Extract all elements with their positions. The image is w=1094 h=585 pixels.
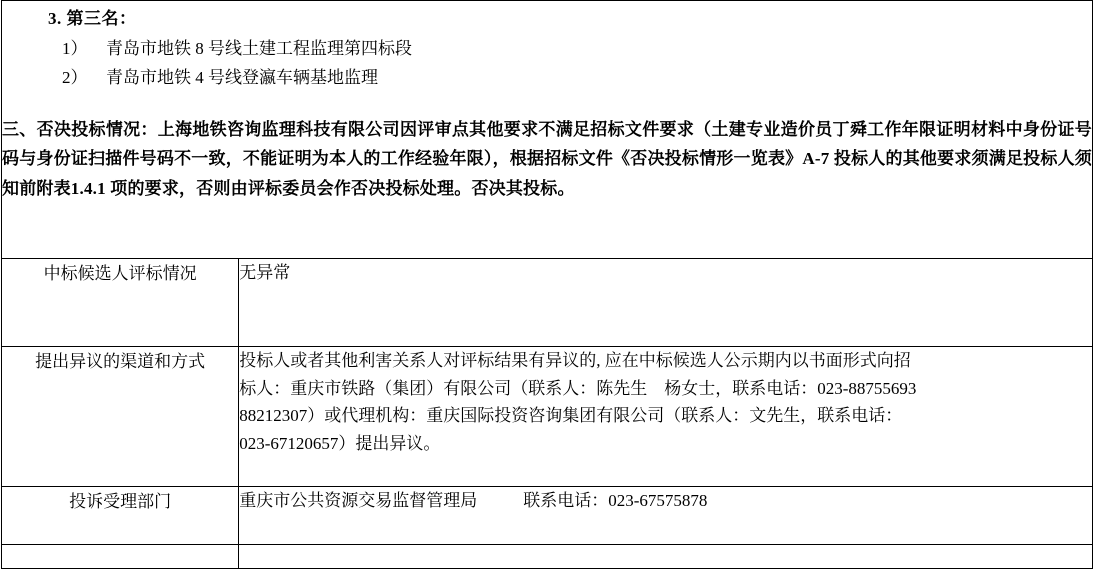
table-row [2, 487, 1093, 545]
rejection-paragraph: 三、否决投标情况：上海地铁咨询监理科技有限公司因评审点其他要求不满足招标文件要求（土建专业造价员丁舜工作年限证明材料中身份证号码与身份证扫描件号码不一致，不能证明为本人的工作经验年限），根据招标文件《否决投标情形一览表》A-7 投标人的其他要求须满足投标人须知前附表1.4.1 项的要求，否则由评标委员会作否决投标处理。否决其投标。 [2, 120, 1092, 198]
list-item-number: 1） [62, 38, 88, 58]
list-item-label: 青岛市地铁 4 号线登瀛车辆基地监理 [106, 68, 378, 88]
row-label-partial [2, 545, 239, 569]
bid-result-table [1, 0, 1093, 569]
row-value-objection-channel [239, 347, 1093, 487]
complaint-department-phone: 联系电话：023-67575878 [523, 491, 708, 510]
list-item [62, 34, 1092, 64]
row-value-partial [239, 545, 1093, 569]
list-item-label: 青岛市地铁 8 号线土建工程监理第四标段 [106, 38, 412, 58]
objection-line-2: 标人：重庆市铁路（集团）有限公司（联系人：陈先生 杨女士，联系电话：023-88755693 [239, 378, 917, 398]
list-item [62, 63, 1092, 93]
third-place-list [62, 34, 1092, 94]
row-label-objection-channel: 提出异议的渠道和方式 [2, 347, 239, 487]
complaint-department-name: 重庆市公共资源交易监督管理局 [239, 491, 478, 510]
table-row [2, 259, 1093, 347]
table-row-partial [2, 545, 1093, 569]
table-row-continuation [2, 1, 1093, 259]
list-item-number: 2） [62, 68, 88, 88]
row-label-complaint-department: 投诉受理部门 [2, 487, 239, 545]
table-row [2, 347, 1093, 487]
objection-line-3: 88212307）或代理机构：重庆国际投资咨询集团有限公司（联系人：文先生，联系电话： [239, 406, 903, 426]
continuation-cell [2, 1, 1093, 259]
objection-line-4: 023-67120657）提出异议。 [239, 433, 441, 453]
row-label-evaluation-status: 中标候选人评标情况 [2, 259, 239, 347]
objection-line-1: 投标人或者其他利害关系人对评标结果有异议的, 应在中标候选人公示期内以书面形式向招 [239, 351, 911, 370]
row-value-evaluation-status: 无异常 [239, 259, 1093, 347]
row-value-complaint-department [239, 487, 1093, 545]
third-place-heading: 3. 第三名： [48, 9, 137, 28]
